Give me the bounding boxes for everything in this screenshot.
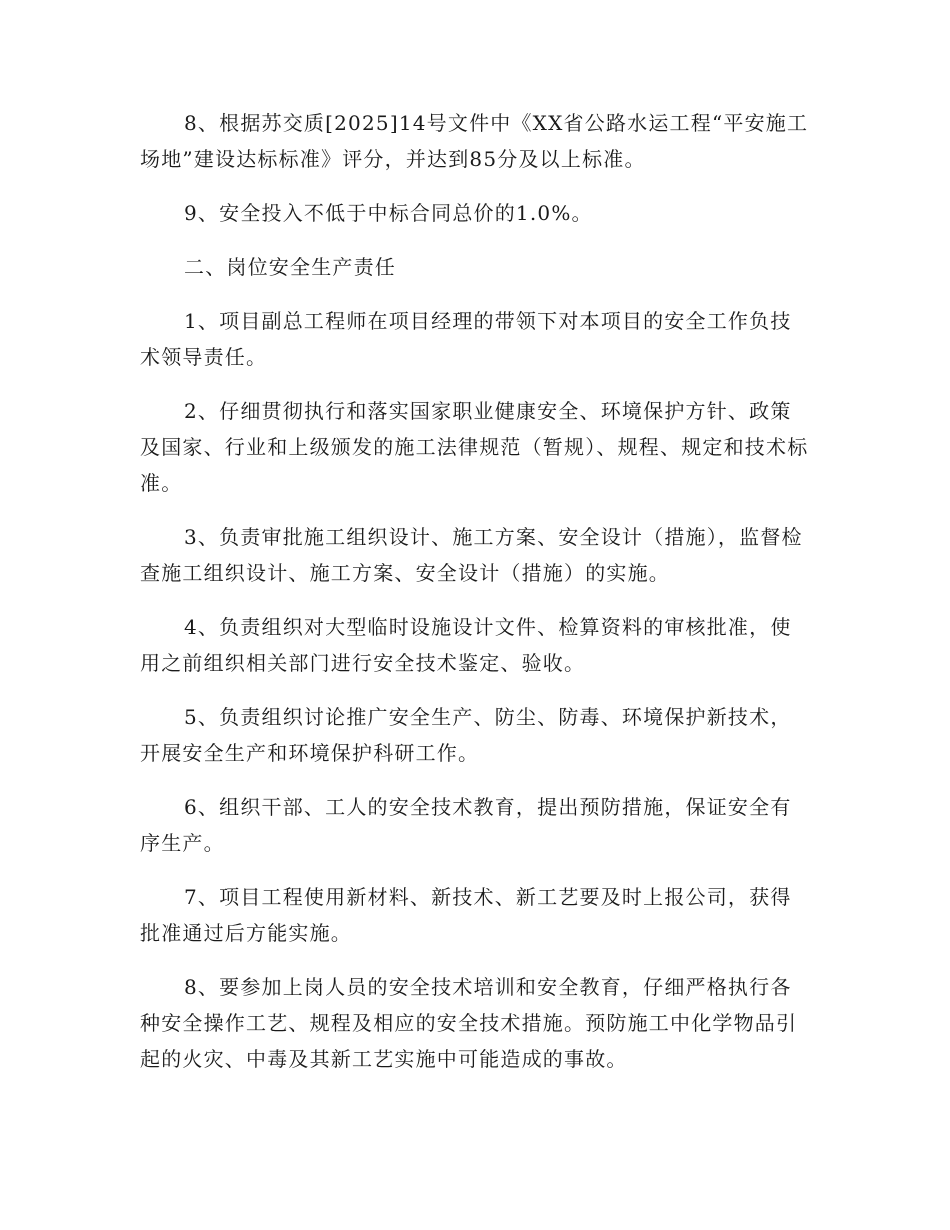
paragraph-duty-7: 7、项目工程使用新材料、新技术、新工艺要及时上报公司，获得批准通过后方能实施。 [140, 885, 792, 945]
paragraph-duty-8: 8、要参加上岗人员的安全技术培训和安全教育，仔细严格执行各种安全操作工艺、规程及相应的安全技术措施。预防施工中化学物品引起的火灾、中毒及其新工艺实施中可能造成的事故。 [140, 975, 798, 1071]
paragraph-item-8-standard: 8、根据苏交质[2025]14号文件中《XX省公路水运工程“平安施工场地”建设达标标准》评分，并达到85分及以上标准。 [140, 111, 809, 171]
paragraph-duty-5: 5、负责组织讨论推广安全生产、防尘、防毒、环境保护新技术，开展安全生产和环境保护科研工作。 [140, 705, 792, 765]
paragraph-duty-1: 1、项目副总工程师在项目经理的带领下对本项目的安全工作负技术领导责任。 [140, 309, 792, 369]
paragraph-item-9-investment: 9、安全投入不低于中标合同总价的1.0%。 [184, 201, 593, 225]
paragraph-duty-6: 6、组织干部、工人的安全技术教育，提出预防措施，保证安全有序生产。 [140, 795, 792, 855]
document-body [140, 105, 810, 1077]
paragraph-duty-3: 3、负责审批施工组织设计、施工方案、安全设计（措施），监督检查施工组织设计、施工方案、安全设计（措施）的实施。 [140, 525, 803, 585]
paragraph-duty-4: 4、负责组织对大型临时设施设计文件、检算资料的审核批准，使用之前组织相关部门进行安全技术鉴定、验收。 [140, 615, 792, 675]
section-heading: 二、岗位安全生产责任 [184, 255, 396, 279]
paragraph-duty-2: 2、仔细贯彻执行和落实国家职业健康安全、环境保护方针、政策及国家、行业和上级颁发的施工法律规范（暂规）、规程、规定和技术标准。 [140, 399, 809, 495]
